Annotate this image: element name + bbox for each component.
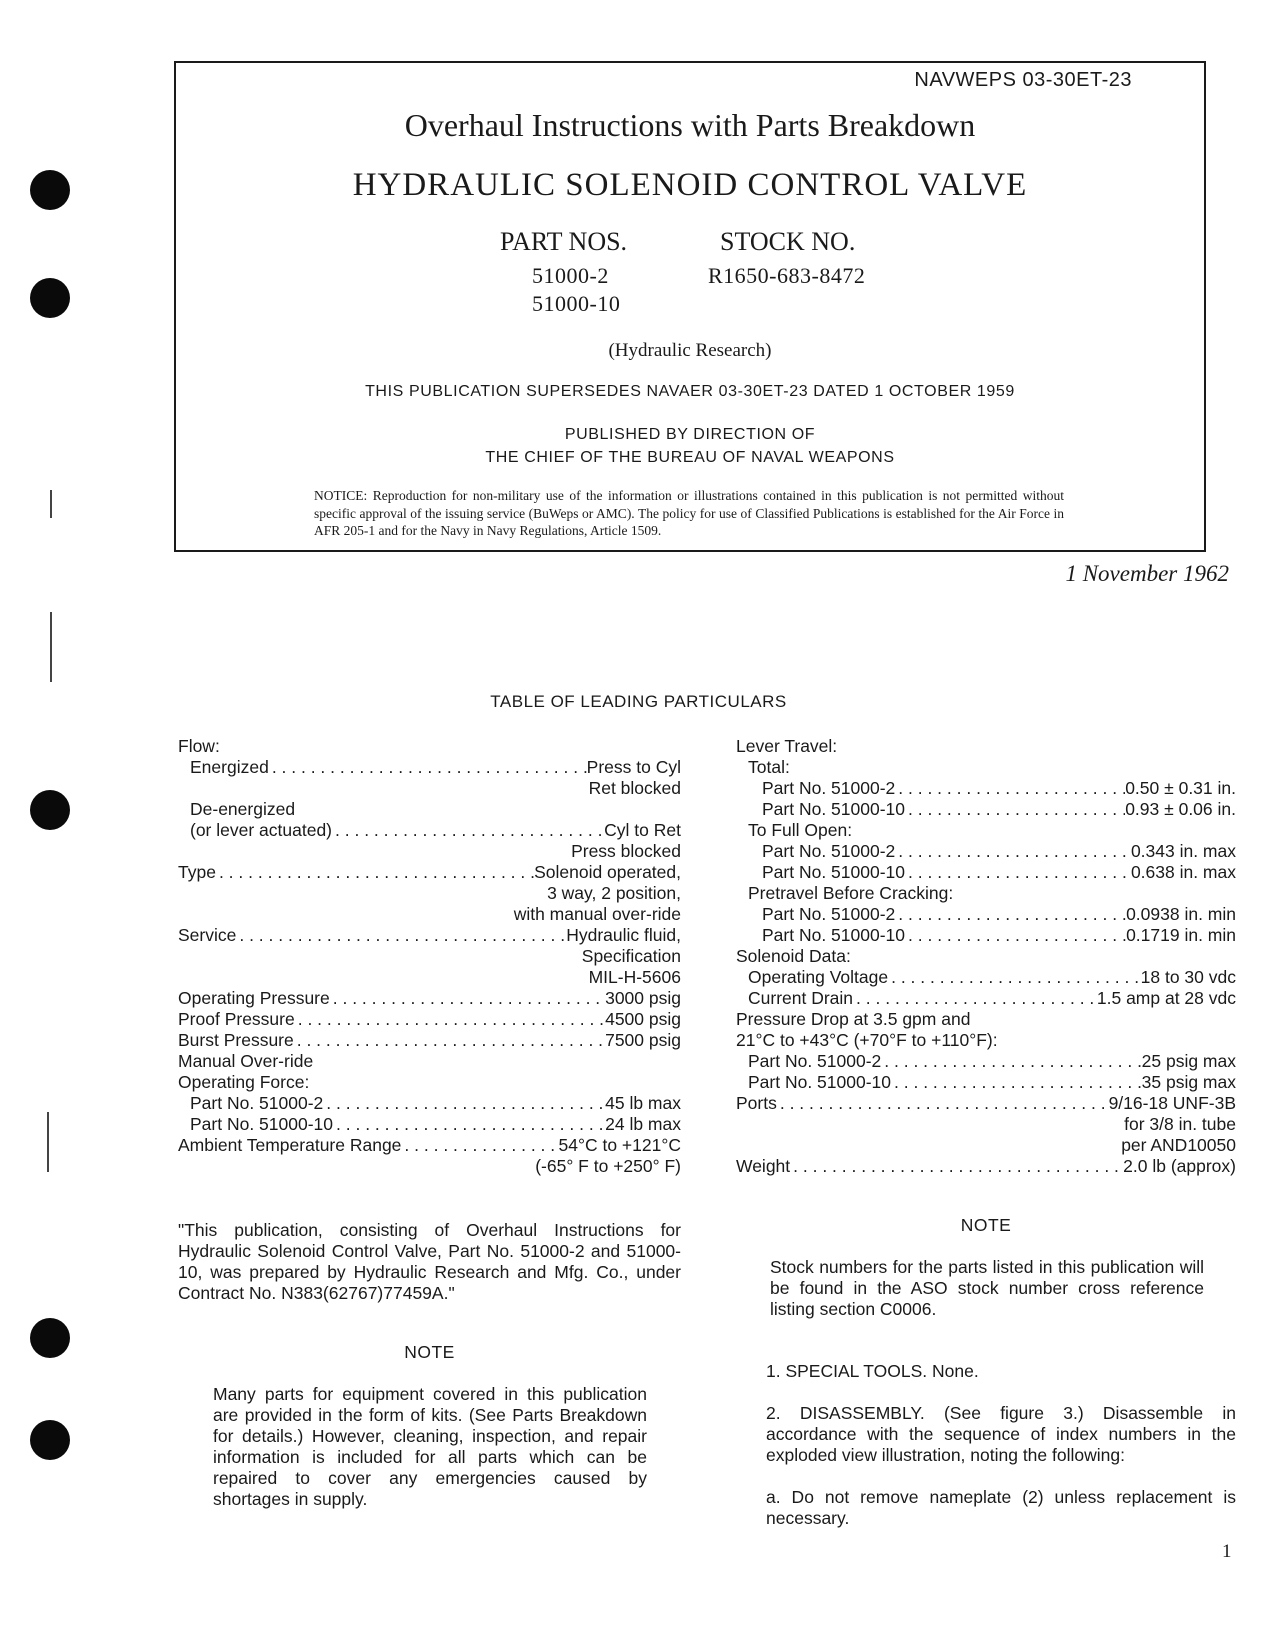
binder-hole — [30, 170, 70, 210]
note-stock-numbers: Stock numbers for the parts listed in this publication will be found in the ASO stock number cross reference listing section C0006. — [770, 1257, 1204, 1319]
leading-particulars-right — [736, 736, 1236, 1177]
spec-row: Operating Pressure . . . 3000 psig — [178, 988, 681, 1009]
spec-row: Part No. 51000-10 . . . 24 lb max — [178, 1114, 681, 1135]
part-nos-heading: PART NOS. — [500, 227, 628, 256]
spec-row: Service . . . Hydraulic fluid, — [178, 925, 681, 946]
spec-value-cont: per AND10050 — [1121, 1135, 1236, 1155]
spec-value-cont: 3 way, 2 position, — [547, 883, 681, 903]
binder-hole — [30, 278, 70, 318]
stock-number: R1650-683-8472 — [708, 263, 866, 288]
header-box — [174, 61, 1206, 552]
notice-paragraph: NOTICE: Reproduction for non-military use of the information or illustrations contained in this publication is not permitted without specific approval of the issuing service (BuWeps or AMC). The policy for use of Classified Publications is established for the Air Force in AFR 205-1 and for the Navy in Navy Regulations, Article 1509. — [314, 488, 1064, 538]
spec-value-cont: (-65° F to +250° F) — [535, 1156, 681, 1176]
binder-hole — [30, 1420, 70, 1460]
spec-row: Current Drain . . . 1.5 amp at 28 vdc — [736, 988, 1236, 1009]
stock-no-heading: STOCK NO. — [720, 227, 856, 256]
section-label: Manual Over-ride — [178, 1051, 314, 1071]
spec-value-cont: Press blocked — [571, 841, 681, 861]
section-label: To Full Open: — [748, 820, 853, 840]
section-label: Flow: — [178, 736, 220, 756]
manufacturer: (Hydraulic Research) — [608, 340, 772, 361]
spec-value-cont: MIL-H-5606 — [588, 967, 681, 987]
spec-value-cont: with manual over-ride — [513, 904, 681, 924]
section-label: Lever Travel: — [736, 736, 838, 756]
spec-row: (or lever actuated) . . . Cyl to Ret — [178, 820, 681, 841]
spec-row: Ambient Temperature Range . . . 54°C to +121°C — [178, 1135, 681, 1156]
margin-mark — [50, 490, 52, 518]
spec-value-cont: Specification — [581, 946, 681, 966]
supersedes-statement: THIS PUBLICATION SUPERSEDES NAVAER 03-30ET-23 DATED 1 OCTOBER 1959 — [365, 383, 1015, 400]
disassembly-step-a: a. Do not remove nameplate (2) unless replacement is necessary. — [766, 1487, 1236, 1528]
leading-particulars-left — [178, 736, 681, 1177]
spec-row: Part No. 51000-2 . . . 45 lb max — [178, 1093, 681, 1114]
spec-value-cont: Ret blocked — [588, 778, 681, 798]
spec-row: Part No. 51000-2 . . . 0.50 ± 0.31 in. — [736, 778, 1236, 799]
spec-row: Part No. 51000-2 . . . 0.0938 in. min — [736, 904, 1236, 925]
part-number: 51000-10 — [532, 291, 621, 316]
spec-row: Burst Pressure . . . 7500 psig — [178, 1030, 681, 1051]
margin-mark — [50, 612, 52, 682]
note-heading: NOTE — [404, 1342, 455, 1362]
part-number: 51000-2 — [532, 263, 609, 288]
contract-statement: "This publication, consisting of Overhaul Instructions for Hydraulic Solenoid Control Valve, Part No. 51000-2 and 51000-10, was prepared by Hydraulic Research and Mfg. Co., under Contract No. N383(62767)77459A." — [178, 1220, 681, 1303]
section-label: Pressure Drop at 3.5 gpm and — [736, 1009, 971, 1029]
spec-row: Operating Voltage . . . 18 to 30 vdc — [736, 967, 1236, 988]
binder-hole — [30, 1318, 70, 1358]
spec-row: Ports . . . 9/16-18 UNF-3B — [736, 1093, 1236, 1114]
published-by-authority: THE CHIEF OF THE BUREAU OF NAVAL WEAPONS — [485, 449, 895, 466]
spec-row: Part No. 51000-10 . . . 35 psig max — [736, 1072, 1236, 1093]
publication-number: NAVWEPS 03-30ET-23 — [914, 69, 1132, 91]
section-special-tools: 1. SPECIAL TOOLS. None. — [766, 1361, 979, 1381]
section-label: 21°C to +43°C (+70°F to +110°F): — [736, 1030, 998, 1050]
spec-label: De-energized — [190, 799, 296, 819]
spec-row: Part No. 51000-2 . . . 25 psig max — [736, 1051, 1236, 1072]
spec-row: Proof Pressure . . . 4500 psig — [178, 1009, 681, 1030]
spec-row: Energized . . . Press to Cyl — [178, 757, 681, 778]
spec-row: Weight . . . 2.0 lb (approx) — [736, 1156, 1236, 1177]
section-label: Operating Force: — [178, 1072, 310, 1092]
margin-mark — [47, 1112, 49, 1172]
section-label: Total: — [748, 757, 790, 777]
document-subject: HYDRAULIC SOLENOID CONTROL VALVE — [352, 167, 1028, 203]
document-title: Overhaul Instructions with Parts Breakdown — [404, 107, 976, 143]
spec-value-cont: for 3/8 in. tube — [1124, 1114, 1236, 1134]
spec-row: Part No. 51000-2 . . . 0.343 in. max — [736, 841, 1236, 862]
spec-row: Type . . . Solenoid operated, — [178, 862, 681, 883]
spec-row: Part No. 51000-10 . . . 0.93 ± 0.06 in. — [736, 799, 1236, 820]
spec-row: Part No. 51000-10 . . . 0.638 in. max — [736, 862, 1236, 883]
publication-date: 1 November 1962 — [1065, 561, 1229, 586]
section-disassembly: 2. DISASSEMBLY. (See figure 3.) Disassemble in accordance with the sequence of index numbers in the exploded view illustration, noting the following: — [766, 1403, 1236, 1465]
section-label: Solenoid Data: — [736, 946, 851, 966]
page-number: 1 — [1222, 1541, 1232, 1562]
note-heading: NOTE — [960, 1215, 1012, 1235]
published-by: PUBLISHED BY DIRECTION OF — [564, 426, 816, 443]
table-title: TABLE OF LEADING PARTICULARS — [490, 692, 787, 711]
section-label: Pretravel Before Cracking: — [748, 883, 954, 903]
binder-hole — [30, 790, 70, 830]
note-kits: Many parts for equipment covered in this publication are provided in the form of kits. (See Parts Breakdown for details.) However, cleaning, inspection, and repair information is included for all parts which can be repaired to cover any emergencies caused by shortages in supply. — [213, 1384, 647, 1509]
spec-row: Part No. 51000-10 . . . 0.1719 in. min — [736, 925, 1236, 946]
